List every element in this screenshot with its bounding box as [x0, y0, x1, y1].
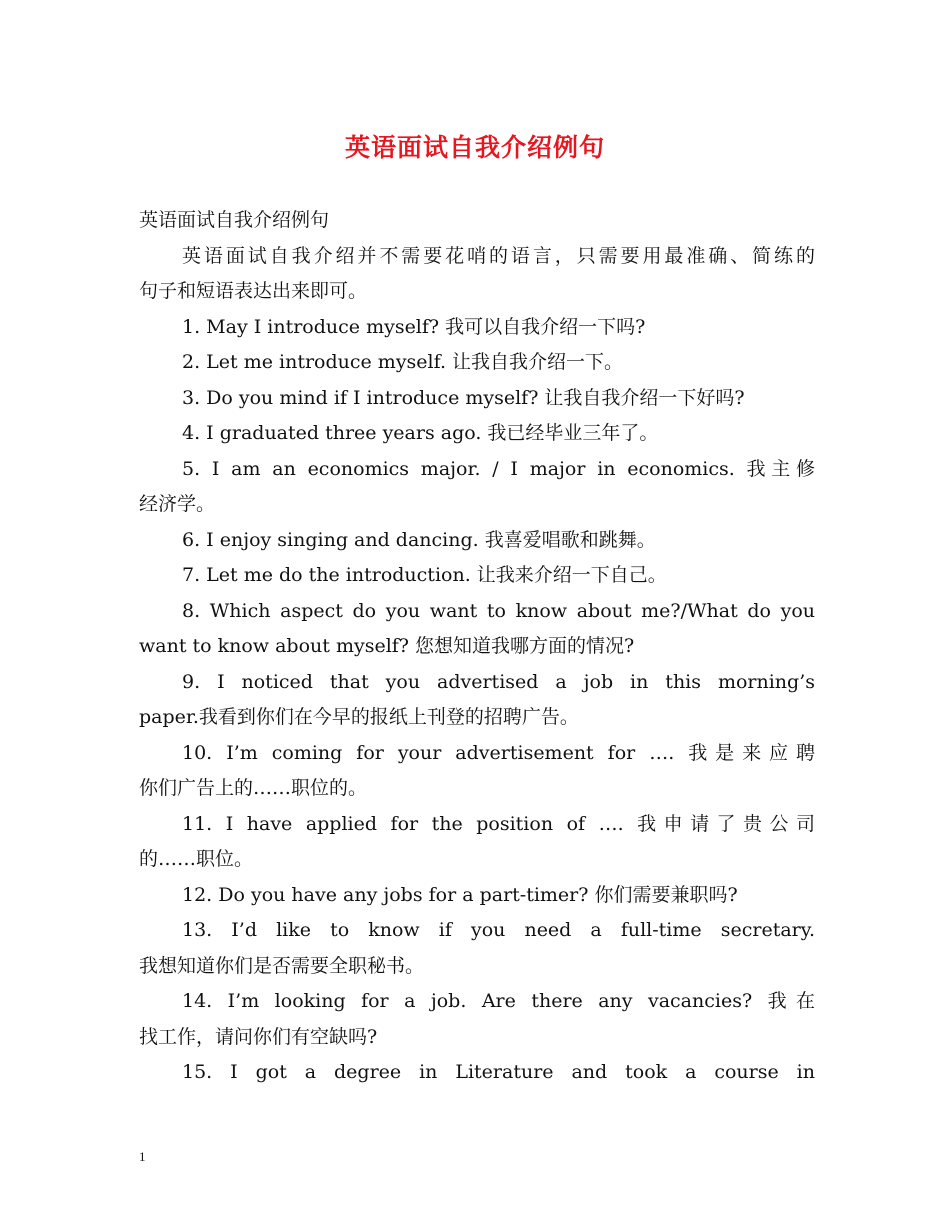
text-line: 句子和短语表达出来即可。	[139, 280, 368, 302]
text-line: 4. I graduated three years ago. 我已经毕业三年了。	[182, 422, 659, 444]
text-line: 2. Let me introduce myself. 让我自我介绍一下。	[182, 351, 624, 373]
text-line: 8. Which aspect do you want to know about me?/What do you	[182, 599, 815, 622]
text-line: 3. Do you mind if I introduce myself? 让我自我介绍一下好吗?	[182, 386, 745, 409]
text-line: 经济学。	[139, 493, 216, 515]
text-line: 的……职位。	[139, 848, 254, 870]
text-line: 10. I’m coming for your advertisement for …. 我是来应聘	[182, 741, 815, 764]
text-line: 5. I am an economics major. / I major in economics. 我主修	[182, 457, 815, 480]
text-line: want to know about myself? 您想知道我哪方面的情况?	[139, 635, 635, 657]
page-number: 1	[139, 1149, 146, 1164]
text-line: 找工作，请问你们有空缺吗?	[139, 1025, 378, 1048]
text-line: 我想知道你们是否需要全职秘书。	[139, 954, 425, 977]
text-line: 15. I got a degree in Literature and took a course in	[182, 1061, 815, 1083]
text-line: 9. I noticed that you advertised a job in this morning’s	[182, 670, 815, 693]
text-line: 14. I’m looking for a job. Are there any vacancies? 我在	[182, 990, 815, 1012]
text-line: 11. I have applied for the position of …. 我申请了贵公司	[182, 812, 815, 835]
text-line: 英语面试自我介绍例句	[139, 209, 330, 231]
text-line: 1. May I introduce myself? 我可以自我介绍一下吗?	[182, 315, 646, 338]
document-body	[139, 203, 815, 1091]
text-line: 13. I’d like to know if you need a full-time secretary.	[182, 919, 815, 941]
text-line: 7. Let me do the introduction. 让我来介绍一下自己。	[182, 564, 667, 586]
text-line: 12. Do you have any jobs for a part-timer? 你们需要兼职吗?	[182, 883, 738, 906]
text-line: paper.我看到你们在今早的报纸上刊登的招聘广告。	[139, 706, 579, 728]
document-title: 英语面试自我介绍例句	[344, 133, 605, 162]
text-line: 英语面试自我介绍并不需要花哨的语言，只需要用最准确、简练的	[182, 244, 815, 267]
text-line: 你们广告上的……职位的。	[139, 777, 368, 799]
text-line: 6. I enjoy singing and dancing. 我喜爱唱歌和跳舞。	[182, 528, 656, 551]
